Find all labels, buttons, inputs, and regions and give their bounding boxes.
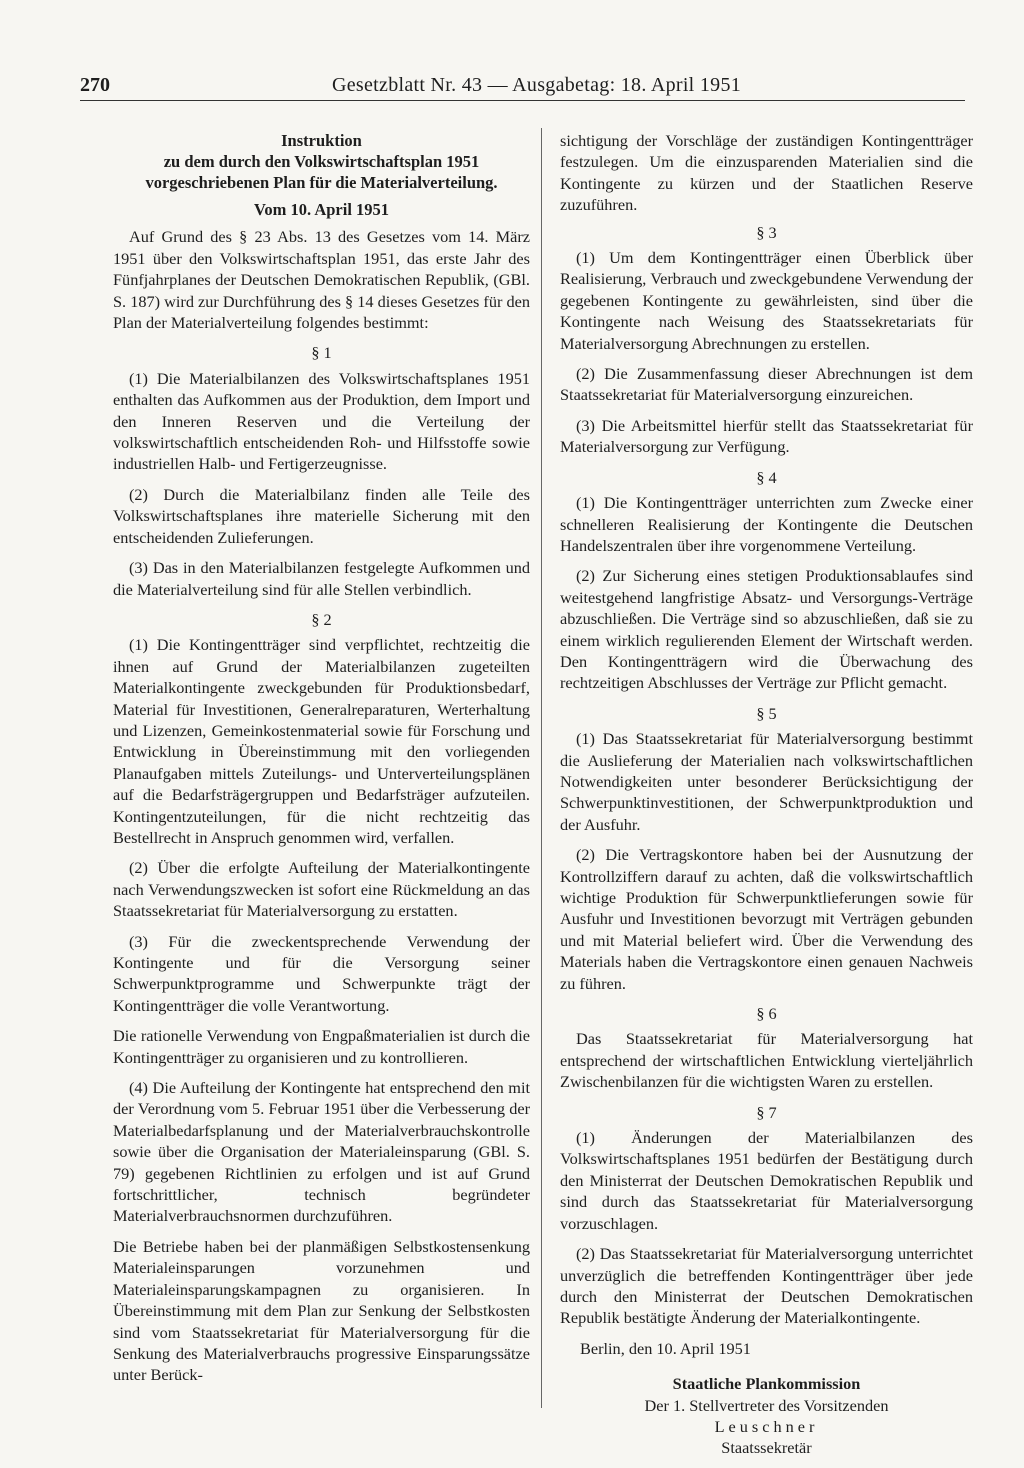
preamble: Auf Grund des § 23 Abs. 13 des Gesetzes vom 14. März 1951 über den Volkswirtschaftsplan 1951, das erste Jahr des Fünfjahrplanes der Deutschen Demokratischen Republik, (GBl. S. 187) wird zur Durchführung des § 14 dieses Gesetzes für den Plan der Materialverteilung folgendes bestimmt: (113, 227, 530, 333)
left-column (113, 130, 530, 1395)
paragraph: (3) Das in den Materialbilanzen festgelegte Aufkommen und die Materialverteilung sind für alle Stellen verbindlich. (113, 558, 530, 599)
section-heading: § 3 (756, 222, 777, 242)
page-number: 270 (80, 74, 110, 96)
section-heading: § 1 (311, 343, 332, 363)
paragraph: (2) Zur Sicherung eines stetigen Produktionsablaufes sind weitestgehend langfristige Absatz- und Versorgungs-Verträge abzuschließen. Die Verträge sind so abzuschließen, daß sie zu einem wirklich regulierenden Element der Wirtschaft werden. Den Kontingentträgern wird die Überwachung des rechtzeitigen Abschlusses der Verträge zur Pflicht gemacht. (560, 566, 973, 693)
document-title (113, 130, 530, 193)
signature-organization: Staatliche Plankommission (672, 1374, 861, 1394)
section-heading: § 5 (756, 703, 777, 723)
paragraph: (1) Um dem Kontingentträger einen Überblick über Realisierung, Verbrauch und zweckgebundene Verwendung der gegebenen Kontingente zu gewährleisten, sind über die Kontingente nach Weisung des Staatssekretariats für Materialversorgung Abrechnungen zu erstellen. (560, 248, 973, 353)
signature-role: Der 1. Stellvertreter des Vorsitzenden (644, 1395, 889, 1415)
paragraph: (3) Die Arbeitsmittel hierfür stellt das Staatssekretariat für Materialversorgung zur Verfügung. (560, 415, 973, 457)
place-date: Berlin, den 10. April 1951 (580, 1338, 751, 1358)
paragraph: (1) Die Kontingentträger unterrichten zum Zwecke einer schnelleren Realisierung der Kontingente die Deutschen Handelszentralen über ihre vorgenommene Verteilung. (560, 493, 973, 555)
right-column (560, 130, 973, 1459)
paragraph: Die Betriebe haben bei der planmäßigen Selbstkostensenkung Materialeinsparungen vorzunehmen und Materialeinsparungskampagnen zu organisieren. In Übereinstimmung mit dem Plan zur Senkung der Selbstkosten sind vom Staatssekretariat für Materialversorgung für die Senkung des Materialverbrauchs progressive Einsparungssätze unter Berück- (113, 1236, 530, 1385)
paragraph: (3) Für die zweckentsprechende Verwendung der Kontingente und für die Versorgung seiner Schwerpunktprogramme und Schwerpunkte trägt der Kontingentträger die volle Verantwortung. (113, 931, 530, 1015)
paragraph: (2) Die Zusammenfassung dieser Abrechnungen ist dem Staatssekretariat für Materialversorgung einzureichen. (560, 364, 973, 405)
paragraph: (1) Änderungen der Materialbilanzen des Volkswirtschaftsplanes 1951 bedürfen der Bestätigung durch den Ministerrat der Deutschen Demokratischen Republik und sind durch das Staatssekretariat für Materialversorgung vorzuschlagen. (560, 1128, 973, 1233)
title-line: zu dem durch den Volkswirtschaftsplan 1951 (163, 152, 480, 171)
paragraph: (1) Die Kontingentträger sind verpflichtet, rechtzeitig die ihnen auf Grund der Materialbilanzen zugeteilten Materialkontingente zweckgebunden für Produktionsbedarf, Material für Investitionen, Generalreparaturen, Werterhaltung und Lizenzen, Gemeinkostenmaterial sowie für Forschung und Entwicklung in Übereinstimmung mit den vorliegenden Planaufgaben mittels Zuteilungs- und Unterverteilungsplänen auf die Bedarfsträgergruppen und Bedarfsträger aufzuteilen. Kontingentzuteilungen, für die nicht rechtzeitig das Bestellrecht in Anspruch genommen wird, verfallen. (113, 635, 530, 847)
title-date: Vom 10. April 1951 (253, 200, 390, 219)
paragraph: (2) Durch die Materialbilanz finden alle Teile des Volkswirtschaftsplanes ihre materielle Sicherung mit den entscheidenden Zulieferungen. (113, 484, 530, 547)
paragraph: (2) Über die erfolgte Aufteilung der Materialkontingente nach Verwendungszwecken ist sofort eine Rückmeldung an das Staatssekretariat für Materialversorgung zu erstatten. (113, 858, 530, 921)
section-heading: § 6 (756, 1004, 777, 1024)
paragraph: Das Staatssekretariat für Materialversorgung hat entsprechend der wirtschaftlichen Entwicklung vierteljährlich Zwischenbilanzen für die wichtigsten Waren zu erstellen. (560, 1029, 973, 1092)
section-heading: § 4 (756, 467, 777, 487)
paragraph: (4) Die Aufteilung der Kontingente hat entsprechend den mit der Verordnung vom 5. Februar 1951 über die Verbesserung der Materialbedarfsplanung und der Materialverbrauchskontrolle sowie über die Organisation der Materialeinsparung (GBl. S. 79) gegebenen Richtlinien zu erfolgen und ist auf Grund fortschrittlicher, technisch begründeter Materialverbrauchsnormen durchzuführen. (113, 1078, 530, 1226)
paragraph: (1) Das Staatssekretariat für Materialversorgung bestimmt die Auslieferung der Materialien nach volkswirtschaftlichen Notwendigkeiten unter besonderer Berücksichtigung der Schwerpunktinvestitionen, der Schwerpunktproduktion und der Ausfuhr. (560, 729, 973, 834)
paragraph-continuation: sichtigung der Vorschläge der zuständigen Kontingentträger festzulegen. Um die einzusparenden Materialien sind die Kontingente zu kürzen und der Staatlichen Reserve zuzuführen. (560, 131, 973, 215)
paragraph: Die rationelle Verwendung von Engpaßmaterialien ist durch die Kontingentträger zu organisieren und zu kontrollieren. (113, 1026, 530, 1067)
column-divider (541, 128, 542, 1408)
title-line: vorgeschriebenen Plan für die Materialverteilung. (145, 173, 498, 192)
paragraph: (2) Das Staatssekretariat für Materialversorgung unterrichtet unverzüglich die betreffenden Kontingentträger über jede durch den Ministerrat der Deutschen Demokratischen Republik bestätigte Änderung der Materialkontingente. (560, 1244, 973, 1328)
running-title: Gesetzblatt Nr. 43 — Ausgabetag: 18. April 1951 (332, 74, 742, 96)
title-line: Instruktion (281, 131, 362, 150)
signature-title: Staatssekretär (721, 1438, 812, 1458)
running-header (80, 72, 965, 101)
section-heading: § 2 (311, 609, 332, 629)
section-heading: § 7 (756, 1102, 777, 1122)
paragraph: (1) Die Materialbilanzen des Volkswirtschaftsplanes 1951 enthalten das Aufkommen aus der Produktion, dem Import und den Inneren Reserven und die Verteilung der volkswirtschaftlich entscheidenden Roh- und Hilfsstoffe sowie industriellen Halb- und Fertigerzeugnisse. (113, 368, 530, 474)
paragraph: (2) Die Vertragskontore haben bei der Ausnutzung der Kontrollziffern darauf zu achten, daß die volkswirtschaftlich wichtige Produktion für Schwerpunktlieferungen sowie für Ausfuhr und Investitionen bevorzugt mit Verträgen gebunden und mit Material beliefert wird. Über die Verwendung des Materials haben die Vertragskontore einen genauen Nachweis zu führen. (560, 845, 973, 993)
signature-name: Leuschner (714, 1416, 819, 1436)
